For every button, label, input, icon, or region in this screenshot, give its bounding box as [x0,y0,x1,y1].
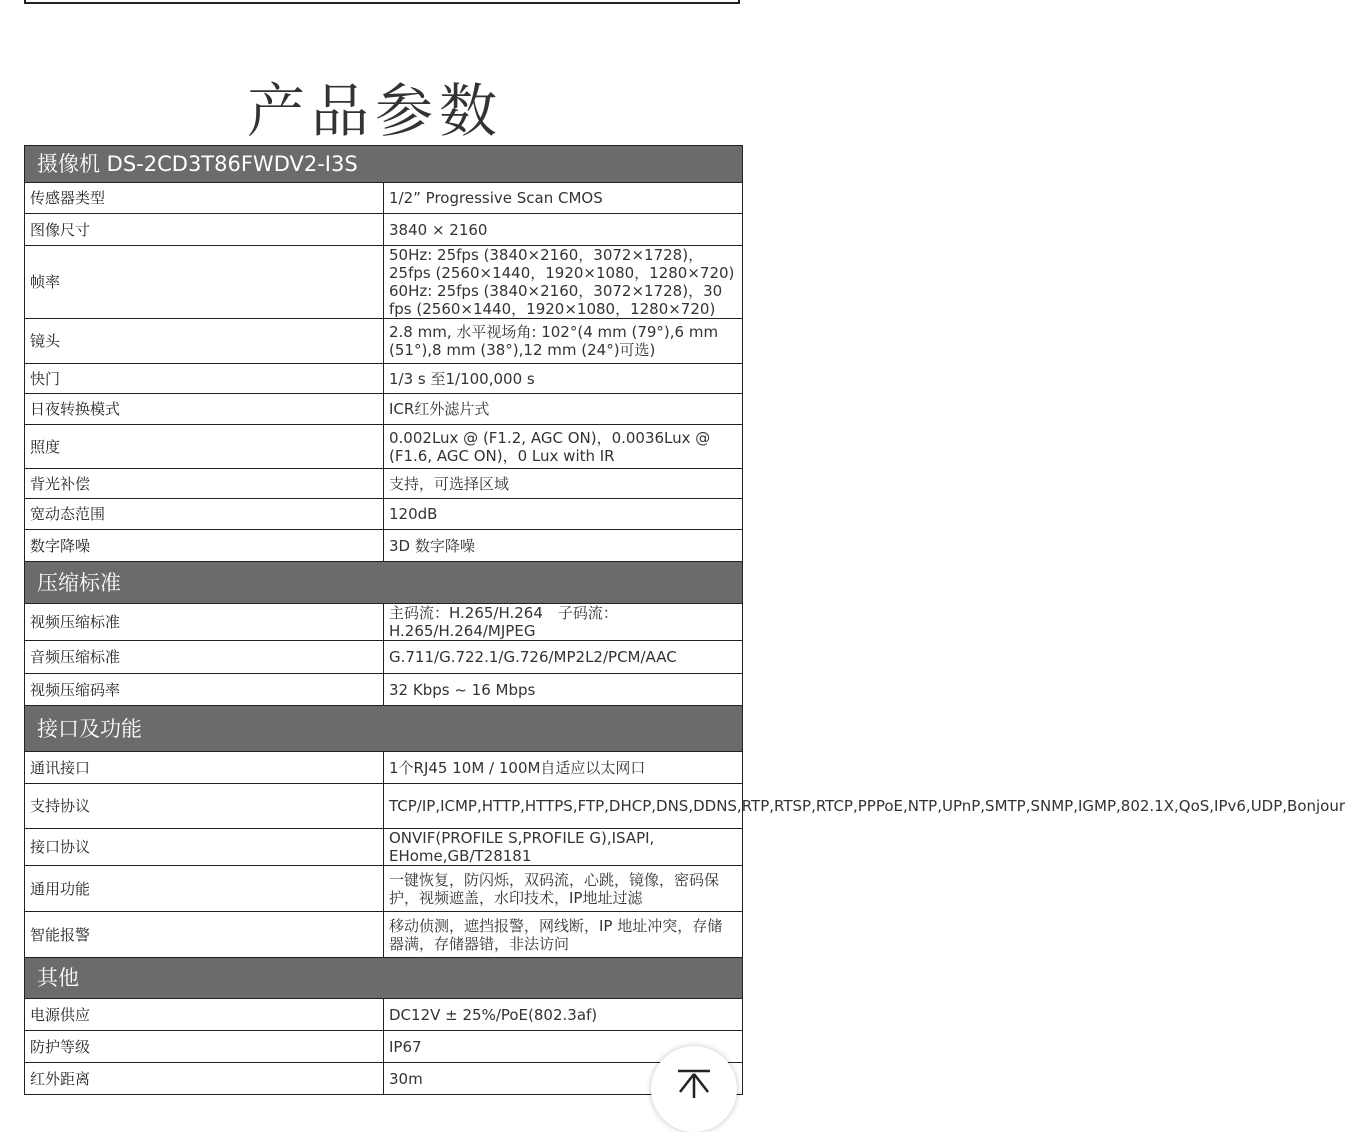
row-value: ONVIF(PROFILE S,PROFILE G),ISAPI, EHome,GB/T28181 [384,829,743,866]
row-label: 快门 [25,364,384,394]
table-row [25,469,743,499]
row-value: 一键恢复，防闪烁，双码流，心跳，镜像，密码保护，视频遮盖，水印技术，IP地址过滤 [384,866,743,912]
table-row [25,246,743,319]
table-row [25,1031,743,1063]
row-label: 接口协议 [25,829,384,866]
table-row [25,784,743,829]
table-row [25,999,743,1031]
section-title: 其他 [25,958,743,999]
table-row [25,912,743,958]
row-value: 3D 数字降噪 [384,530,743,562]
top-border [24,0,740,4]
table-row [25,866,743,912]
row-value: DC12V ± 25%/PoE(802.3af) [384,999,743,1031]
section-header [25,146,743,183]
row-value: 1/3 s 至1/100,000 s [384,364,743,394]
table-row [25,1063,743,1095]
row-label: 照度 [25,425,384,469]
table-row [25,364,743,394]
row-label: 图像尺寸 [25,214,384,246]
page-title: 产品参数 [246,76,503,145]
row-value: 2.8 mm, 水平视场角: 102°(4 mm (79°),6 mm (51°),8 mm (38°),12 mm (24°)可选) [384,319,743,364]
row-label: 数字降噪 [25,530,384,562]
table-row [25,752,743,784]
row-label: 支持协议 [25,784,384,829]
arrow-up-icon [676,1068,712,1098]
section-header [25,958,743,999]
table-row [25,214,743,246]
table-row [25,604,743,641]
table-row [25,641,743,674]
section-title: 压缩标准 [25,562,743,604]
section-title: 接口及功能 [25,706,743,752]
row-label: 防护等级 [25,1031,384,1063]
table-row [25,674,743,706]
table-row [25,183,743,214]
row-value: 支持，可选择区域 [384,469,743,499]
row-value: 0.002Lux @ (F1.2, AGC ON)，0.0036Lux @ (F1.6, AGC ON)，0 Lux with IR [384,425,743,469]
row-label: 通用功能 [25,866,384,912]
row-value: IP67 [384,1031,743,1063]
row-value: 3840 × 2160 [384,214,743,246]
scroll-to-top-button[interactable] [651,1046,737,1132]
row-label: 传感器类型 [25,183,384,214]
row-value: G.711/G.722.1/G.726/MP2L2/PCM/AAC [384,641,743,674]
row-label: 帧率 [25,246,384,319]
row-label: 视频压缩码率 [25,674,384,706]
row-label: 日夜转换模式 [25,394,384,425]
row-value: 1个RJ45 10M / 100M自适应以太网口 [384,752,743,784]
row-value: 30m [384,1063,743,1095]
row-value: ICR红外滤片式 [384,394,743,425]
row-label: 智能报警 [25,912,384,958]
table-row [25,319,743,364]
row-label: 电源供应 [25,999,384,1031]
row-label: 背光补偿 [25,469,384,499]
row-value: 1/2” Progressive Scan CMOS [384,183,743,214]
row-label: 镜头 [25,319,384,364]
row-label: 宽动态范围 [25,499,384,530]
row-label: 通讯接口 [25,752,384,784]
row-label: 音频压缩标准 [25,641,384,674]
table-row [25,425,743,469]
section-title: 摄像机 DS-2CD3T86FWDV2-I3S [25,146,743,183]
row-value: 32 Kbps ~ 16 Mbps [384,674,743,706]
table-row [25,394,743,425]
row-value: 120dB [384,499,743,530]
row-label: 视频压缩标准 [25,604,384,641]
section-header [25,706,743,752]
table-row [25,499,743,530]
row-value: TCP/IP,ICMP,HTTP,HTTPS,FTP,DHCP,DNS,DDNS,RTP,RTSP,RTCP,PPPoE,NTP,UPnP,SMTP,SNMP,IGMP,802.1X,QoS,IPv6,UDP,Bonjour [384,784,743,829]
table-row [25,829,743,866]
row-value: 主码流：H.265/H.264 子码流：H.265/H.264/MJPEG [384,604,743,641]
row-label: 红外距离 [25,1063,384,1095]
section-header [25,562,743,604]
row-value: 移动侦测，遮挡报警，网线断，IP 地址冲突，存储器满，存储器错，非法访问 [384,912,743,958]
row-value: 50Hz: 25fps (3840×2160，3072×1728)，25fps (2560×1440，1920×1080，1280×720) 60Hz: 25fps (3840×2160，3072×1728)，30 fps (2560×1440，1920×1080，1280×720) [384,246,743,319]
spec-table [24,145,1345,1095]
table-row [25,530,743,562]
